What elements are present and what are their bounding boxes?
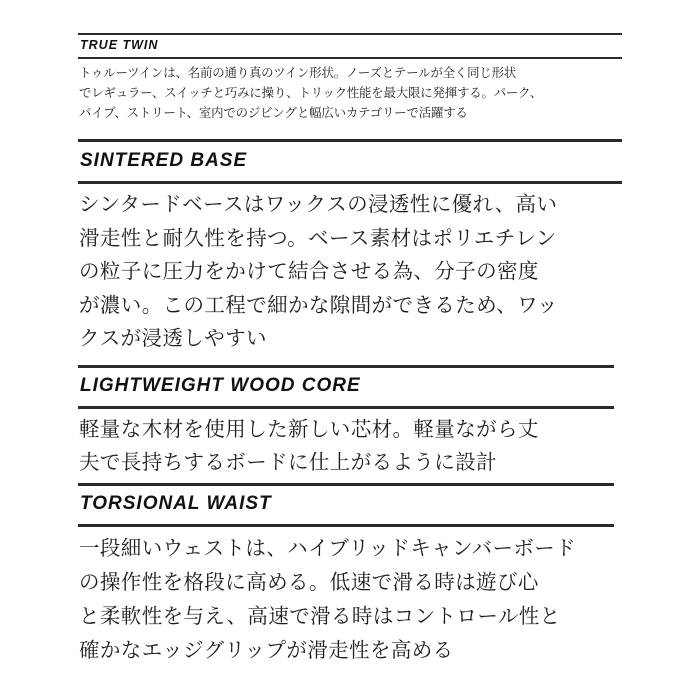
section-divider [78,33,622,35]
heading-underline [78,181,622,184]
body-line: が濃い。この工程で細かな隙間ができるため、ワッ [79,292,558,317]
heading-underline [78,406,614,409]
section-body-torsional-waist [79,531,576,667]
body-line: と柔軟性を与え、高速で滑る時はコントロール性と [79,604,561,628]
body-line: 一段細いウェストは、ハイブリッドキャンバーボード [79,536,577,560]
section-divider [78,139,622,142]
body-line: の操作性を格段に高める。低速で滑る時は遊び心 [79,570,539,594]
body-line: 軽量な木材を使用した新しい芯材。軽量ながら丈 [79,417,539,441]
section-heading-true-twin: TRUE TWIN [80,38,159,52]
section-body-sintered-base [79,188,558,356]
body-line: シンタードベースはワックスの浸透性に優れ、高い [79,192,558,216]
body-line: 滑走性と耐久性を持つ。ベース素材はポリエチレン [79,225,557,250]
heading-underline [78,57,622,59]
section-heading-lightweight-wood-core: LIGHTWEIGHT WOOD CORE [80,375,361,396]
body-line: 夫で長持ちするボードに仕上がるように設計 [79,450,497,474]
body-line: トゥルーツインは、名前の通り真のツイン形状。ノーズとテールが全く同じ形状 [79,65,517,80]
section-divider [78,365,614,368]
section-body-true-twin [79,63,542,123]
body-line: 確かなエッジグリップが滑走性を高める [79,638,454,662]
section-heading-torsional-waist: TORSIONAL WAIST [80,493,272,514]
section-body-lightweight-wood-core [79,413,539,479]
body-line: クスが浸透しやすい [79,326,267,350]
section-heading-sintered-base: SINTERED BASE [80,150,248,171]
section-divider [78,483,614,486]
heading-underline [78,524,614,527]
body-line: でレギュラー、スイッチと巧みに操り、トリック性能を最大限に発揮する。パーク、 [79,85,543,100]
body-line: パイプ、ストリート、室内でのジビングと幅広いカテゴリーで活躍する [79,105,468,120]
body-line: の粒子に圧力をかけて結合させる為、分子の密度 [79,259,539,283]
